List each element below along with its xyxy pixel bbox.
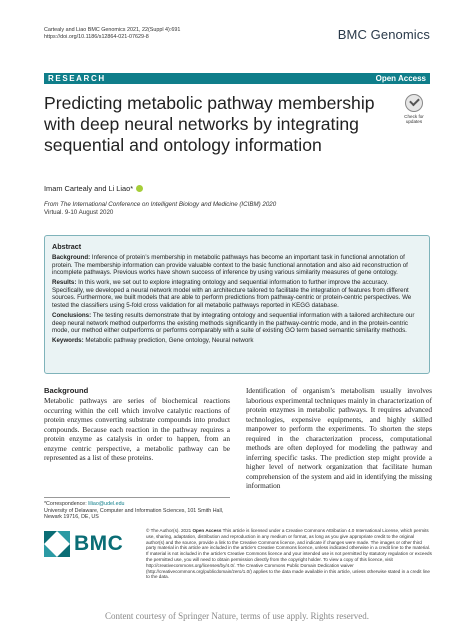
journal-brand[interactable]: BMC Genomics: [337, 27, 430, 42]
license-text: [146, 528, 432, 580]
abstract-text: The testing results demonstrate that by integrating ontology and sequential information with a tailored architecture our deep neural network method outperforms the existing methods significantly in the pathway-centric mode, and in the protein-centric mode, our method either outperforms or performs comparably with a suite of existing GO term based semantic similarity methods.: [52, 312, 415, 335]
abstract-label: Results:: [52, 279, 77, 287]
affiliation-line: Newark 19716, DE, US: [44, 514, 99, 521]
conference-date: Virtual. 9-10 August 2020: [44, 209, 114, 217]
abstract-results: [52, 279, 422, 309]
correspondence-line: [44, 501, 230, 508]
license-lead: © The Author(s). 2021: [146, 528, 192, 533]
bmc-logo-text: BMC: [74, 532, 124, 555]
conference-line: From The International Conference on Intelligent Biology and Medicine (ICIBM) 2020: [44, 201, 277, 208]
citation-block: [44, 27, 180, 41]
abstract-label: Conclusions:: [52, 312, 92, 320]
body-column-right: [246, 386, 432, 491]
open-access-label: Open Access: [375, 74, 426, 83]
abstract-label: Keywords:: [52, 337, 84, 345]
author-names: Imam Cartealy and Li Liao: [44, 184, 131, 193]
bmc-logo-icon: [44, 531, 70, 557]
correspondence-label: *Correspondence:: [44, 501, 87, 507]
citation-line: Cartealy and Liao BMC Genomics 2021, 22(Suppl 4):691: [44, 27, 181, 33]
abstract-conclusions: [52, 312, 422, 335]
abstract-text: Metabolic pathway prediction, Gene ontology, Neural network: [85, 337, 254, 345]
author-asterisk: *: [130, 184, 134, 193]
orcid-icon[interactable]: [136, 185, 143, 192]
check-updates-button[interactable]: [396, 94, 432, 125]
author-line: [44, 184, 143, 193]
abstract-background: [52, 254, 422, 277]
footer-notice: Content courtesy of Springer Nature, terms of use apply. Rights reserved.: [104, 611, 370, 621]
correspondence-email[interactable]: liliao@udel.edu: [88, 501, 125, 507]
doi-link[interactable]: https://doi.org/10.1186/s12864-021-07629-8: [44, 34, 149, 40]
abstract-text: Inference of protein’s membership in metabolic pathways has become an important task in functional annotation of protein. The membership information can provide valuable context to the basic functional annotation and also aid reconstruction of incomplete pathways. Previous works have shown success of inference by using various similarity measures of gene ontology.: [52, 254, 408, 276]
section-label: RESEARCH: [48, 74, 106, 83]
check-updates-label: Check for updates: [404, 114, 424, 125]
abstract-label: Background:: [52, 254, 91, 261]
body-column-left: [44, 386, 230, 463]
abstract-box: [44, 235, 430, 374]
license-body: This article is licensed under a Creative Commons Attribution 4.0 International License, which permits use, sharing, adaptation, distribution and reproduction in any medium or format, as long as you give appropriate credit to the original author(s) and the source, provide a link to the Creative Commons licence, and indicate if changes were made. The images or other third party material in this article are included in the article’s Creative Commons licence, unless indicated otherwise in a credit line to the material. If material is not included in the article’s Creative Commons licence and your intended use is not permitted by statutory regulation or exceeds the permitted use, you will need to obtain permission directly from the copyright holder. To view a copy of this licence, visit http://creativecommons.org/licenses/by/4.0/. The Creative Commons Public Domain Dedication waiver (http://creativecommons.org/publicdomain/zero/1.0/) applies to the data made available in this article, unless otherwise stated in a credit line to the data.: [146, 528, 432, 580]
body-paragraph: Identification of organism’s metabolism usually involves laborious experimental techniques mainly in characterization of protein enzymes in metabolic pathways. It requires advanced technologies, expensive equipments, and highly skilled manpower to perform the experiments. To shorten the steps required in the characterization process, computational methods are often deployed for modeling the pathway and inferring specific tasks. The prediction step might provide a higher level of network organization that facilitate human comprehension of the system and aid in identifying the missing information: [246, 386, 432, 490]
abstract-keywords: [52, 337, 422, 345]
affiliation-line: University of Delaware, Computer and Information Sciences, 101 Smith Hall,: [44, 507, 224, 514]
conference-info: [44, 201, 344, 217]
check-updates-icon: [405, 94, 423, 112]
body-paragraph: Metabolic pathways are series of biochemical reactions occurring within the cell which involve catalytic reactions of protein enzymes converting substrate compounds into product compounds. Because each reaction in the pathway requires a protein enzyme as catalysis in order to happen, from an enzyme centric perspective, a metabolic pathway can be represented as a list of these proteins.: [44, 396, 230, 462]
background-heading: Background: [44, 386, 89, 395]
abstract-heading: Abstract: [52, 242, 82, 251]
bmc-logo[interactable]: [44, 531, 130, 557]
correspondence-block: [44, 497, 230, 521]
section-banner: [44, 73, 430, 84]
license-open-access: Open Access: [192, 528, 222, 533]
abstract-text: In this work, we set out to explore integrating ontology and sequential information to further improve the accuracy. Specifically, we developed a neural network model with an architecture tailored to facilitate the integration of features from different sources. Furthermore, we built models that are able to perform predictions from pathway-centric or protein-centric perspectives. We tested the classifiers using 5-fold cross validation for all metabolic pathways reported in KEGG database.: [52, 279, 412, 309]
article-title: Predicting metabolic pathway membership with deep neural networks by integrating sequential and ontology information: [44, 93, 375, 155]
